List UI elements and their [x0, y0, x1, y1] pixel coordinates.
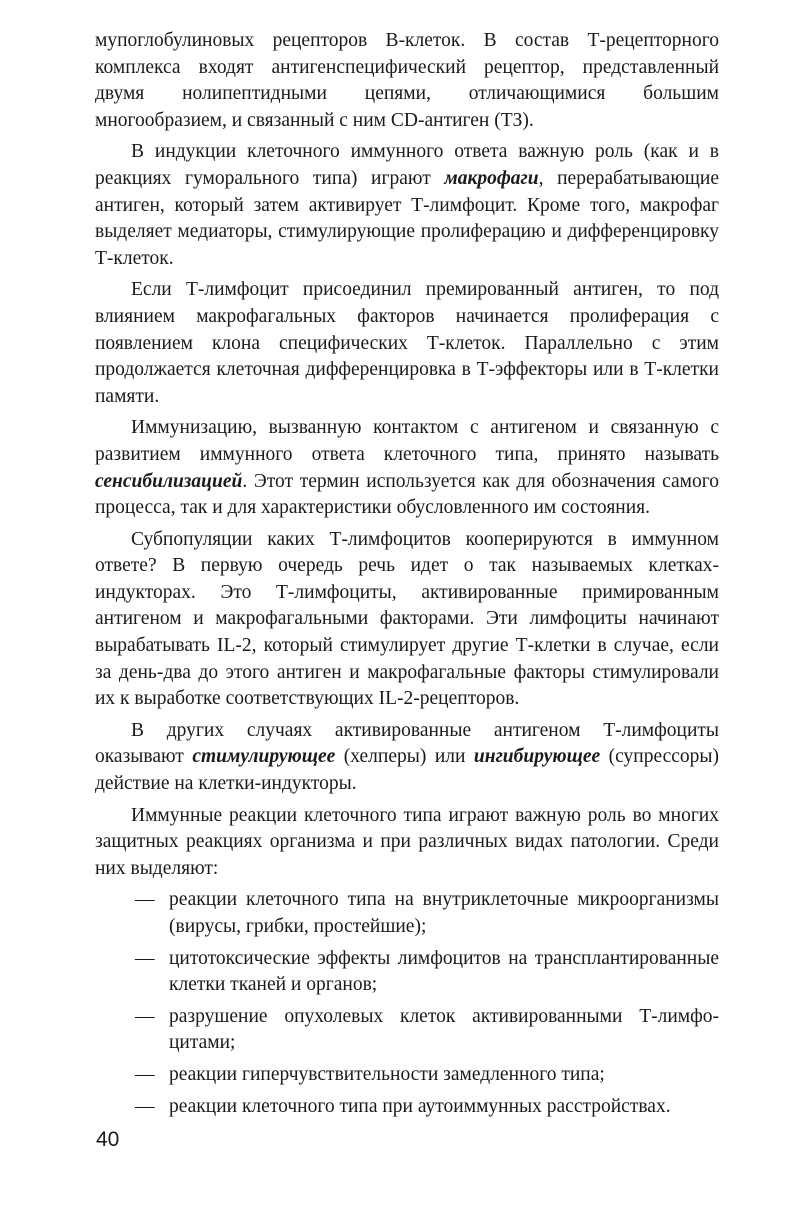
- paragraph: [95, 139, 719, 272]
- emphasis-term: макрофаги: [444, 167, 539, 189]
- list-item-text: реакции клеточного типа при аутоиммунных расстройствах.: [169, 1095, 671, 1117]
- paragraph-text: . Этот термин используется как для обозначения самого процесса, так и для характеристики обусловленного им состояния.: [95, 470, 719, 519]
- list-item-text: реакции гиперчувствительности замедленного типа;: [169, 1063, 605, 1085]
- page-number: 40: [96, 1128, 120, 1151]
- list-item: [95, 1094, 719, 1121]
- bullet-list: [95, 887, 719, 1120]
- dash-marker: —: [135, 1095, 155, 1117]
- list-item-text: разрушение опухолевых клеток активированными Т-лимфо-цитами;: [169, 1005, 719, 1054]
- paragraph-text: В других случаях активированные антигеном Т-лимфоциты оказывают: [95, 719, 719, 768]
- paragraph-text: мупоглобулиновых рецепторов В-клеток. В состав Т-рецепторного комплекса входят антигенспецифический рецептор, представленный двумя нолипептидными цепями, отличающимися большим многообразием, и связанный с ним CD-антиген (ТЗ).: [95, 30, 719, 131]
- paragraph-text: Субпопуляции каких Т-лимфоцитов кооперируются в иммунном ответе? В первую очередь речь идет о так называемых клетках-индукторах. Это Т-лимфоциты, активированные примированным антигеном и макрофагальными факторами. Эти лимфоциты начинают вырабатывать IL-2, который стимулирует другие Т-клетки в случае, если за день-два до этого антиген и макрофагальные факторы стимулировали их к выработке соответствующих IL-2-рецепторов.: [95, 528, 719, 710]
- paragraph-text: , перерабатывающие антиген, который затем активирует Т-лимфоцит. Кроме того, макрофаг выделяет медиаторы, стимулирующие пролиферацию и дифференцировку Т-клеток.: [95, 167, 719, 269]
- paragraph: [95, 28, 719, 134]
- paragraph: [95, 415, 719, 521]
- paragraph: [95, 277, 719, 410]
- page-body: [95, 28, 719, 1125]
- dash-marker: —: [135, 947, 155, 969]
- emphasis-term: сенсибилизацией: [95, 470, 243, 492]
- list-item-text: цитотоксические эффекты лимфоцитов на трансплантированные клетки тканей и органов;: [169, 947, 719, 996]
- paragraph-text: Иммунизацию, вызванную контактом с антигеном и связанную с развитием иммунного ответа клеточного типа, принято называть: [95, 417, 719, 465]
- paragraph: [95, 527, 719, 713]
- paragraph-text: Если Т-лимфоцит присоединил премированный антиген, то под влиянием макрофагальных факторов начинается пролиферация с появлением клона специфических Т-клеток. Параллельно с этим продолжается клеточная дифференцировка в Т-эффекторы или в Т-клетки памяти.: [95, 279, 719, 407]
- paragraph-text: Иммунные реакции клеточного типа играют важную роль во многих защитных реакциях организма и при различных видах патологии. Среди них выделяют:: [95, 804, 719, 879]
- paragraph-text: В индукции клеточного иммунного ответа важную роль (как и в реакциях гуморального типа) играют: [95, 141, 719, 189]
- paragraph-text: (хелперы) или: [335, 746, 474, 768]
- list-item: [95, 1004, 719, 1057]
- paragraph-text: (супрессоры) действие на клетки-индукторы.: [95, 746, 719, 795]
- dash-marker: —: [135, 1005, 155, 1027]
- paragraph: [95, 718, 719, 798]
- emphasis-term: стимулирующее: [192, 746, 336, 768]
- list-item: [95, 887, 719, 940]
- list-item: [95, 946, 719, 999]
- paragraph: [95, 803, 719, 883]
- list-item-text: реакции клеточного типа на внутриклеточные микроорганизмы (вирусы, грибки, простейшие);: [169, 889, 719, 937]
- dash-marker: —: [135, 889, 155, 911]
- list-item: [95, 1062, 719, 1089]
- dash-marker: —: [135, 1063, 155, 1085]
- emphasis-term: ингибирующее: [473, 746, 601, 768]
